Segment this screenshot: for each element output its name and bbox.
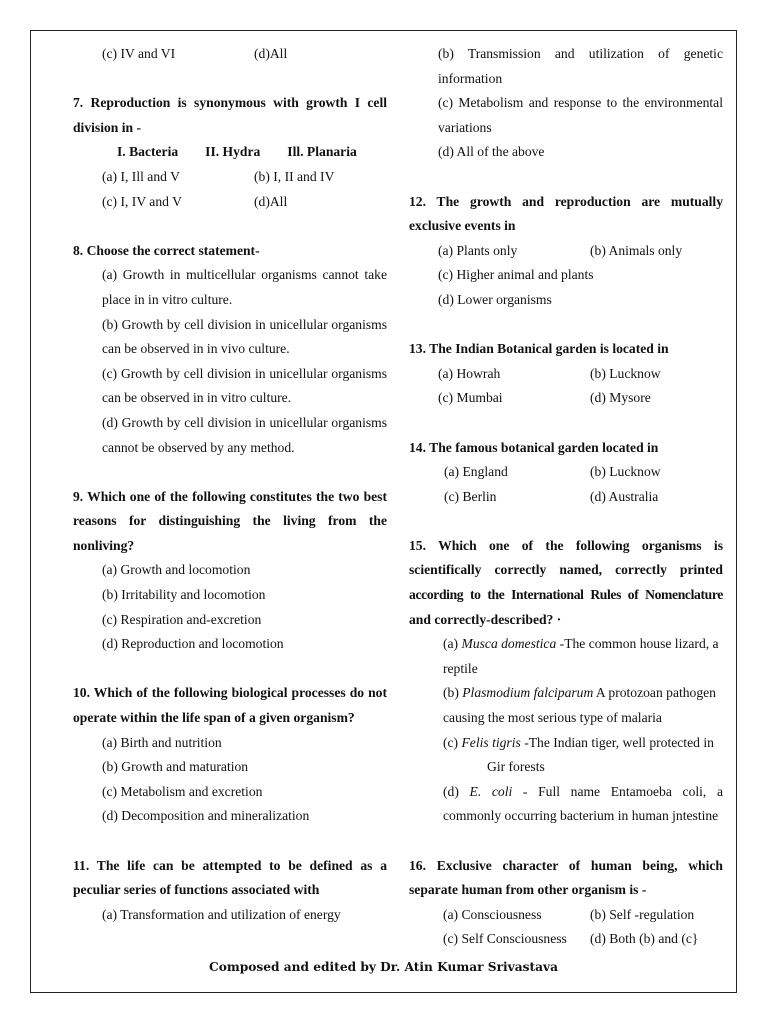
option-letter: (d) <box>443 783 470 799</box>
option: (b) Transmission and utilization of genetic <box>438 46 723 61</box>
option-text: -The Indian tiger, well protected in <box>520 734 714 750</box>
option <box>409 681 723 706</box>
option: (d)All <box>254 46 288 61</box>
option-row <box>73 42 387 67</box>
option <box>409 780 723 805</box>
option-letter: (c) <box>443 734 462 750</box>
label: I. Bacteria <box>117 144 179 160</box>
option: (d)All <box>254 193 288 209</box>
page-footer: Composed and edited by Dr. Atin Kumar Srivastava <box>209 960 558 974</box>
option: can be observed in in vivo culture. <box>102 341 290 357</box>
option-text: - Full name Entamoeba coli, a <box>512 783 724 799</box>
question-text: 11. The life can be attempted to be defined as a <box>73 857 387 873</box>
option-letter: (b) <box>443 685 463 701</box>
option: (a) Plants only <box>438 242 518 258</box>
option <box>409 632 723 657</box>
option: commonly occurring bacterium in human jntestine <box>443 808 719 824</box>
question-11-continued <box>409 42 723 165</box>
option: place in in vitro culture. <box>102 291 233 307</box>
species-name: Felis tigris <box>461 734 521 750</box>
option: (c) Metabolism and response to the environmental <box>438 95 723 111</box>
question-16 <box>409 854 723 952</box>
option: information <box>438 70 503 86</box>
option: (b) Growth and maturation <box>102 759 249 775</box>
option: causing the most serious type of malaria <box>443 710 662 726</box>
option: (b) Growth by cell division in unicellular organisms <box>102 316 387 332</box>
option: (c) Berlin <box>444 488 497 504</box>
option: (d) All of the above <box>438 144 545 160</box>
species-name: E. coli <box>469 783 513 799</box>
option: (d) Australia <box>590 488 659 504</box>
option-row <box>409 386 723 411</box>
option: (b) I, II and IV <box>254 168 335 184</box>
question-text: 8. Choose the correct statement- <box>73 242 260 258</box>
option: (d) Decomposition and mineralization <box>102 808 310 824</box>
option: (c) Respiration and-excretion <box>102 611 262 627</box>
question-text: division in - <box>73 119 141 135</box>
option: variations <box>438 119 492 135</box>
question-page <box>30 30 737 993</box>
question-text: operate within the life span of a given organism? <box>73 710 355 726</box>
question-text: 16. Exclusive character of human being, which <box>409 857 723 873</box>
question-text: 15. Which one of the following organisms is <box>409 537 723 553</box>
question-text: 14. The famous botanical garden located in <box>409 439 659 455</box>
left-column <box>73 42 387 927</box>
option: can be observed in in vitro culture. <box>102 390 292 406</box>
question-text: according to the International Rules of Nomenclature <box>409 587 723 603</box>
option <box>409 731 723 756</box>
option: (b) Lucknow <box>590 365 661 381</box>
question-9 <box>73 485 387 657</box>
option: (a) Birth and nutrition <box>102 734 222 750</box>
option: (b) Animals only <box>590 242 683 258</box>
question-10 <box>73 681 387 829</box>
option: (c) Growth by cell division in unicellular organisms <box>102 365 387 381</box>
question-8 <box>73 239 387 460</box>
option: (a) England <box>444 464 508 480</box>
option-letter: (a) <box>443 636 462 652</box>
question-14 <box>409 436 723 510</box>
option-row <box>73 165 387 190</box>
option-text: A protozoan pathogen <box>593 685 716 701</box>
option: (a) Transformation and utilization of energy <box>102 906 341 922</box>
option: (c) I, IV and V <box>102 193 182 209</box>
option: (b) Lucknow <box>590 464 661 480</box>
question-13 <box>409 337 723 411</box>
option: (d) Mysore <box>590 390 651 406</box>
question-text: scientifically correctly named, correctly printed <box>409 562 723 578</box>
option: (a) Growth and locomotion <box>102 562 251 578</box>
option-row <box>409 903 723 928</box>
option: cannot be observed by any method. <box>102 439 295 455</box>
question-text: separate human from other organism is - <box>409 882 647 898</box>
option: (c) IV and VI <box>102 46 176 61</box>
option-text: -The common house lizard, a <box>556 636 719 652</box>
option-row <box>409 362 723 387</box>
question-text: 12. The growth and reproduction are mutually <box>409 193 723 209</box>
option: (d) Both (b) and (c} <box>590 931 699 947</box>
label: Ill. Planaria <box>287 144 357 160</box>
question-15 <box>409 534 723 829</box>
option: (c) Metabolism and excretion <box>102 783 263 799</box>
option: (d) Lower organisms <box>438 291 552 307</box>
question-11 <box>73 854 387 928</box>
question-text: nonliving? <box>73 537 135 553</box>
question-text: and correctly-described? · <box>409 611 562 627</box>
right-column <box>409 42 723 952</box>
question-text: 9. Which one of the following constitutes the two best <box>73 488 387 504</box>
option: (b) Irritability and locomotion <box>102 587 266 603</box>
option: (b) Self -regulation <box>590 906 695 922</box>
option: (d) Growth by cell division in unicellular organisms <box>102 414 387 430</box>
question-12 <box>409 190 723 313</box>
species-name: Musca domestica <box>461 636 557 652</box>
option: (a) Howrah <box>438 365 501 381</box>
option: (c) Higher animal and plants <box>438 267 594 283</box>
option: Gir forests <box>487 759 545 775</box>
option: (a) I, Ill and V <box>102 168 180 184</box>
organism-labels <box>73 140 387 165</box>
question-text: peculiar series of functions associated with <box>73 882 320 898</box>
option-row <box>409 485 723 510</box>
option: (a) Growth in multicellular organisms cannot take <box>102 267 387 283</box>
option-row <box>409 239 723 264</box>
option: reptile <box>443 660 478 676</box>
label: II. Hydra <box>205 144 261 160</box>
question-7 <box>73 91 387 214</box>
option: (c) Mumbai <box>438 390 503 406</box>
question-text: 13. The Indian Botanical garden is located in <box>409 341 669 357</box>
question-text: reasons for distinguishing the living from the <box>73 513 387 529</box>
question-text: 10. Which of the following biological processes do not <box>73 685 387 701</box>
option: (a) Consciousness <box>443 906 542 922</box>
option-row <box>409 927 723 952</box>
option-row <box>409 460 723 485</box>
question-text: 7. Reproduction is synonymous with growth I cell <box>73 95 387 111</box>
question-text: exclusive events in <box>409 218 516 234</box>
option-row <box>73 190 387 215</box>
option: (d) Reproduction and locomotion <box>102 636 284 652</box>
species-name: Plasmodium falciparum <box>462 685 594 701</box>
option: (c) Self Consciousness <box>443 931 567 947</box>
